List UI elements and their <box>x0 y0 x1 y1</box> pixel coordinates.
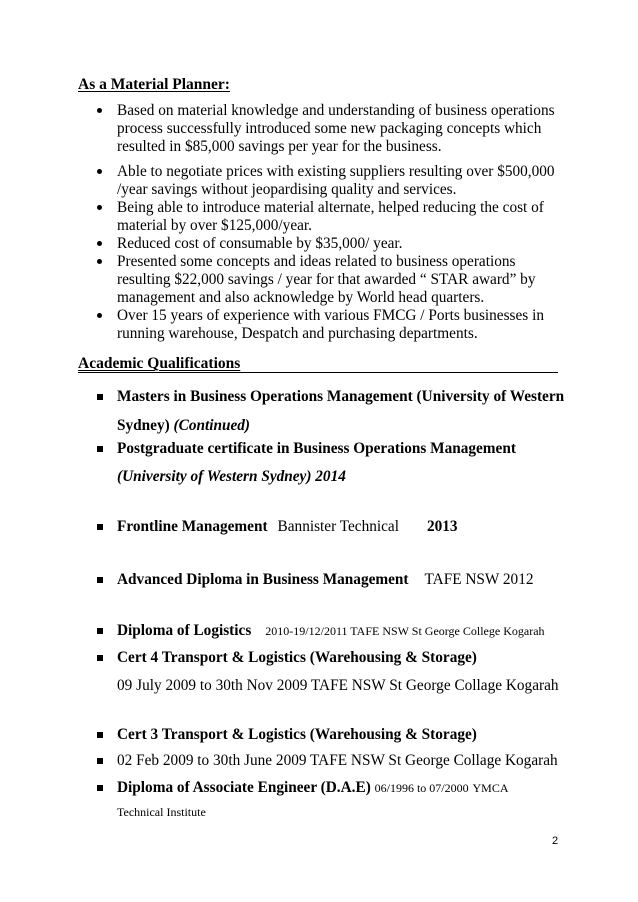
frontline-title: Frontline Management <box>117 518 268 535</box>
material-planner-item-line: management and also acknowledge by World head quarters. <box>117 289 485 306</box>
dae-institute: YMCA <box>472 781 509 795</box>
qualification-diploma-logistics <box>117 622 545 640</box>
advanced-diploma-detail: TAFE NSW 2012 <box>424 571 534 588</box>
qualification-frontline <box>117 518 458 536</box>
postgraduate-detail: (University of Western Sydney) 2014 <box>117 468 346 485</box>
diploma-logistics-detail: 2010-19/12/2011 TAFE NSW St George College Kogarah <box>265 624 545 638</box>
material-planner-item-line: Being able to introduce material alternate, helped reducing the cost of <box>117 199 544 216</box>
material-planner-item-line: Based on material knowledge and understanding of business operations <box>117 102 555 119</box>
qualification-cert3: Cert 3 Transport & Logistics (Warehousing & Storage) <box>117 726 477 743</box>
bullet-dot-icon <box>97 205 102 210</box>
dae-institute-line2: Technical Institute <box>117 805 206 819</box>
material-planner-item <box>117 102 557 156</box>
square-bullet-icon <box>97 446 103 452</box>
square-bullet-icon <box>97 758 103 764</box>
material-planner-item-line: running warehouse, Despatch and purchasing departments. <box>117 325 478 342</box>
material-planner-item <box>117 163 557 199</box>
material-planner-item-line: material by over $125,000/year. <box>117 217 312 234</box>
qualification-postgraduate: Postgraduate certificate in Business Operations Management <box>117 440 516 457</box>
qualification-masters-line2 <box>117 417 250 435</box>
square-bullet-icon <box>97 524 103 530</box>
qualification-advanced-diploma <box>117 571 534 589</box>
page-number: 2 <box>552 835 559 847</box>
qualification-dae <box>117 779 509 797</box>
bullet-dot-icon <box>97 259 102 264</box>
bullet-dot-icon <box>97 169 102 174</box>
material-planner-item <box>117 307 557 343</box>
square-bullet-icon <box>97 655 103 661</box>
qualification-masters: Masters in Business Operations Management (University of Western <box>117 388 565 405</box>
material-planner-heading: As a Material Planner: <box>78 76 230 93</box>
academic-qualifications-heading: Academic Qualifications <box>78 355 241 372</box>
material-planner-item-line: Over 15 years of experience with various FMCG / Ports businesses in <box>117 307 544 324</box>
material-planner-item <box>117 199 557 235</box>
qualification-cert4: Cert 4 Transport & Logistics (Warehousing & Storage) <box>117 649 477 666</box>
material-planner-item <box>117 253 557 307</box>
dae-title: Diploma of Associate Engineer (D.A.E) <box>117 779 371 796</box>
frontline-year: 2013 <box>426 518 458 535</box>
material-planner-item-line: process successfully introduced some new packaging concepts which <box>117 120 542 137</box>
masters-university: Sydney) <box>117 417 170 434</box>
square-bullet-icon <box>97 577 103 583</box>
advanced-diploma-title: Advanced Diploma in Business Management <box>117 571 409 588</box>
heading-rule <box>78 372 558 373</box>
diploma-logistics-title: Diploma of Logistics <box>117 622 252 639</box>
square-bullet-icon <box>97 732 103 738</box>
dae-dates: 06/1996 to 07/2000 <box>374 781 469 795</box>
bullet-dot-icon <box>97 108 102 113</box>
material-planner-item-line: resulted in $85,000 savings per year for the business. <box>117 138 442 155</box>
bullet-dot-icon <box>97 313 102 318</box>
material-planner-item-line: /year savings without jeopardising quality and services. <box>117 181 457 198</box>
masters-status: (Continued) <box>173 417 251 434</box>
material-planner-item-line: Able to negotiate prices with existing suppliers resulting over $500,000 <box>117 163 555 180</box>
cert3-detail: 02 Feb 2009 to 30th June 2009 TAFE NSW St George Collage Kogarah <box>117 752 558 769</box>
material-planner-item-line: Presented some concepts and ideas related to business operations <box>117 253 516 270</box>
frontline-institute: Bannister Technical <box>277 518 399 535</box>
bullet-dot-icon <box>97 241 102 246</box>
material-planner-item-line: Reduced cost of consumable by $35,000/ year. <box>117 235 403 252</box>
material-planner-item-line: resulting $22,000 savings / year for that awarded “ STAR award” by <box>117 271 536 288</box>
cert4-detail: 09 July 2009 to 30th Nov 2009 TAFE NSW St George Collage Kogarah <box>117 677 559 694</box>
square-bullet-icon <box>97 394 103 400</box>
square-bullet-icon <box>97 628 103 634</box>
material-planner-item <box>117 235 557 253</box>
square-bullet-icon <box>97 785 103 791</box>
